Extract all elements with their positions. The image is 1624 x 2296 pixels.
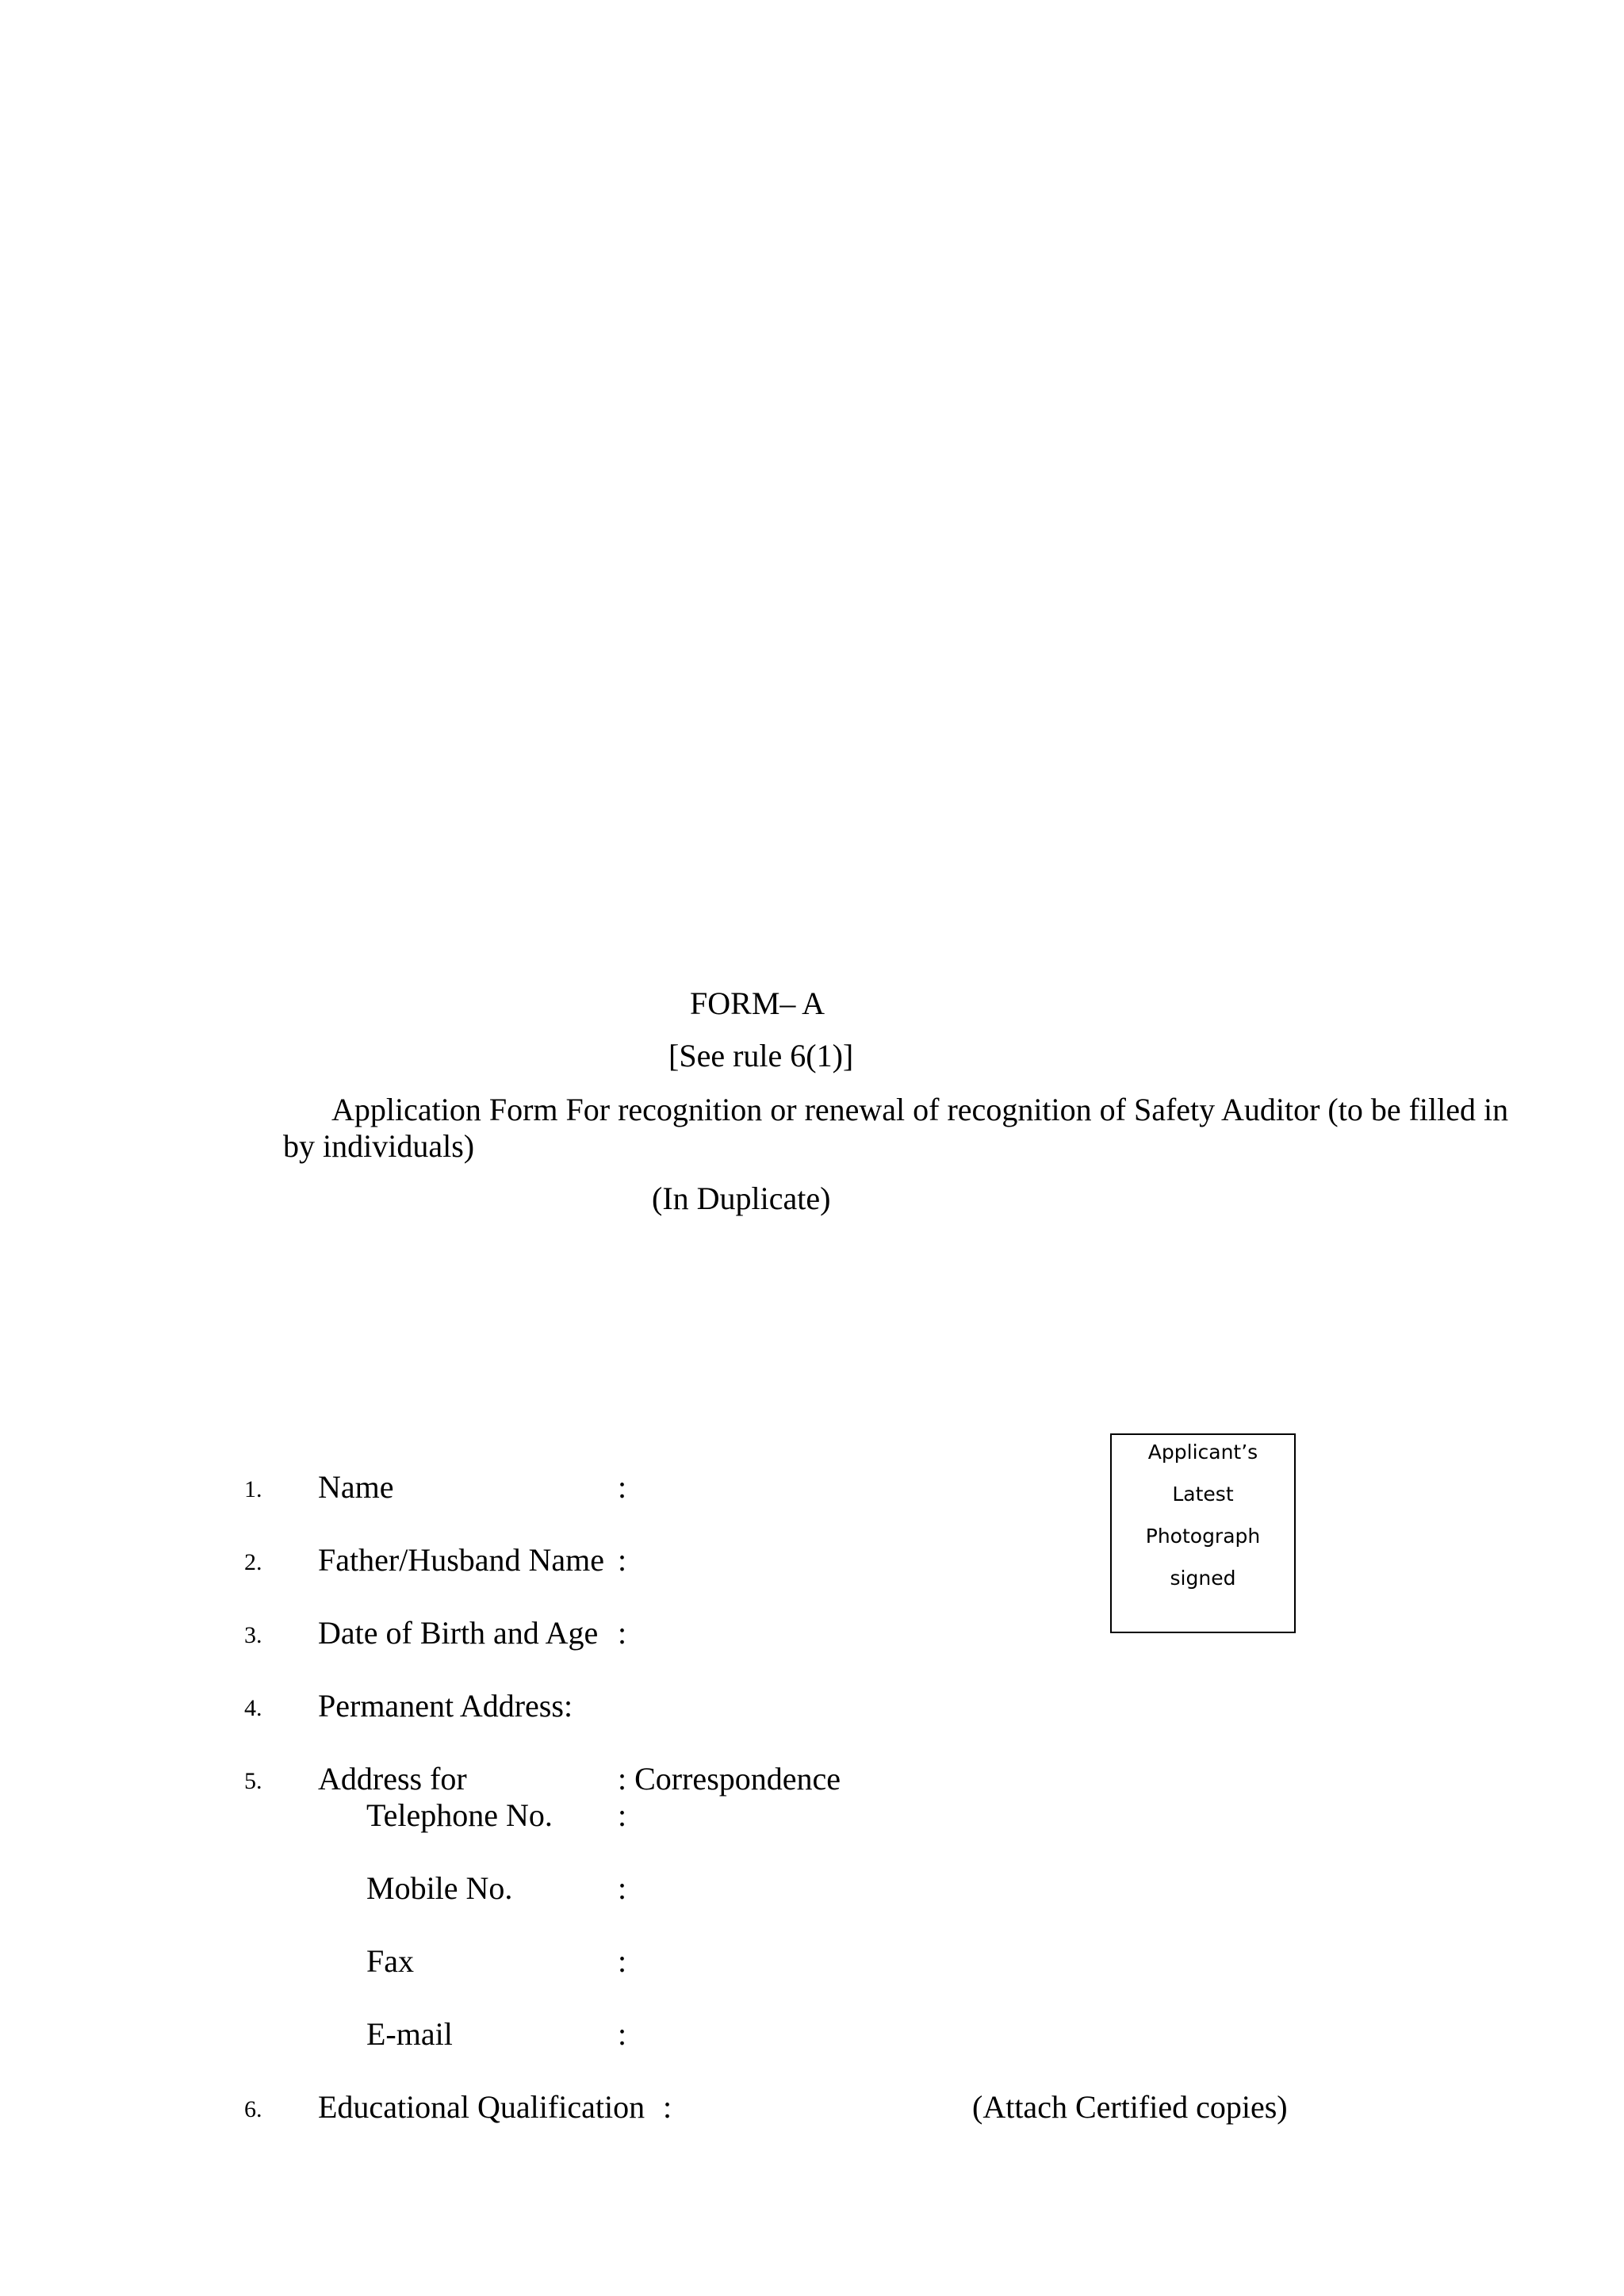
mobile-colon: : [618, 1870, 627, 1906]
field-number: 2. [244, 1549, 262, 1575]
form-description-line2: by individuals) [283, 1128, 475, 1164]
field-number: 5. [244, 1768, 262, 1794]
permanent-address-label: Permanent Address: [318, 1688, 573, 1724]
photo-box-line: Latest [1172, 1483, 1234, 1506]
date-of-birth-label: Date of Birth and Age [318, 1615, 599, 1651]
date-of-birth-colon: : [618, 1615, 627, 1651]
copies-note: (In Duplicate) [652, 1181, 831, 1216]
educational-qualification-label: Educational Qualification [318, 2089, 645, 2125]
father-husband-name-label: Father/Husband Name [318, 1542, 605, 1578]
telephone-label: Telephone No. [366, 1797, 553, 1833]
name-colon: : [618, 1469, 627, 1505]
name-label: Name [318, 1469, 394, 1505]
rule-reference: [See rule 6(1)] [668, 1038, 854, 1073]
field-number: 6. [244, 2096, 262, 2122]
mobile-label: Mobile No. [366, 1870, 513, 1906]
photograph-box [1110, 1433, 1296, 1633]
fax-colon: : [618, 1943, 627, 1979]
photo-box-line: signed [1170, 1567, 1236, 1590]
field-number: 4. [244, 1695, 262, 1721]
educational-qualification-colon: : [663, 2089, 672, 2125]
email-colon: : [618, 2016, 627, 2052]
telephone-colon: : [618, 1797, 627, 1833]
photo-box-line: Applicant’s [1147, 1441, 1258, 1464]
correspondence-address-colon: : Correspondence [618, 1761, 841, 1797]
field-number: 1. [244, 1476, 262, 1502]
field-number: 3. [244, 1622, 262, 1648]
photo-box-line: Photograph [1145, 1525, 1261, 1548]
email-label: E-mail [366, 2016, 453, 2052]
fax-label: Fax [366, 1943, 414, 1979]
form-title: FORM– A [690, 985, 825, 1021]
attach-copies-note: (Attach Certified copies) [972, 2089, 1288, 2125]
correspondence-address-label: Address for [318, 1761, 467, 1797]
form-description-line1: Application Form For recognition or renewal of recognition of Safety Auditor (to be filled in [331, 1092, 1509, 1127]
father-husband-name-colon: : [618, 1542, 627, 1578]
